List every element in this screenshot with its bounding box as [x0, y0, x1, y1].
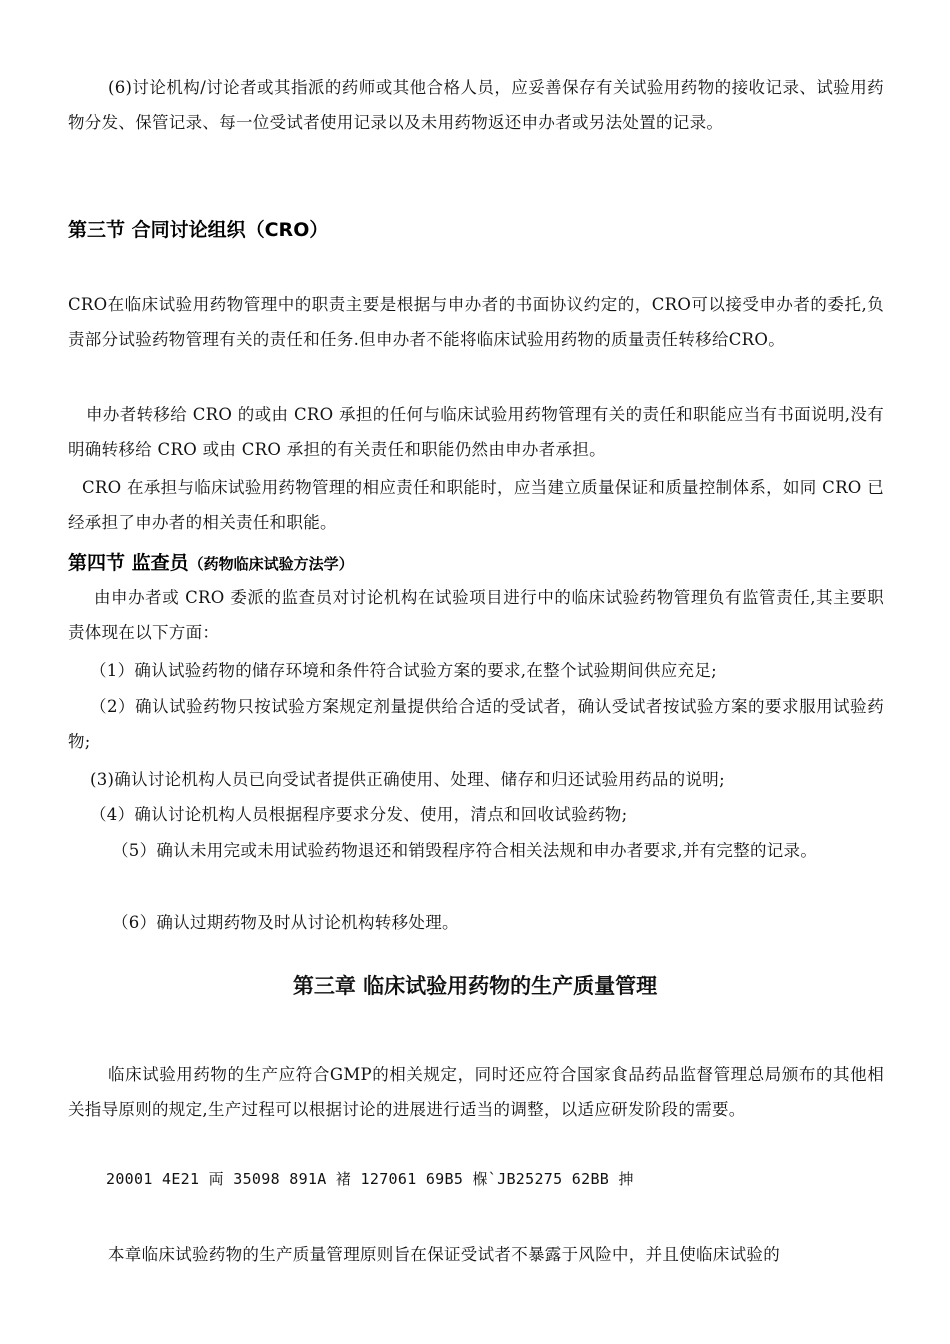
paragraph-s1-item6: (6)讨论机构/讨论者或其指派的药师或其他合格人员，应妥善保存有关试验用药物的接收记录、试验用药物分发、保管记录、每一位受试者使用记录以及未用药物返还申办者或另法处置的记录。: [68, 78, 884, 132]
section-heading-monitor-main: 第四节 监查员: [68, 552, 189, 574]
paragraph-cro-1: CRO在临床试验用药物管理中的职责主要是根据与申办者的书面协议约定的，CRO可以接受申办者的委托,负责部分试验药物管理有关的责任和任务.但申办者不能将临床试验用药物的质量责任转移给CRO。: [68, 295, 884, 349]
section-heading-monitor: [68, 548, 354, 575]
list-item-monitor-5: （5）确认未用完或未用试验药物退还和销毁程序符合相关法规和申办者要求,并有完整的记录。: [112, 841, 818, 860]
list-item-monitor-6: （6）确认过期药物及时从讨论机构转移处理。: [112, 913, 459, 932]
list-item-monitor-4: （4）确认讨论机构人员根据程序要求分发、使用，清点和回收试验药物;: [90, 805, 628, 824]
paragraph-cro-2: 申办者转移给 CRO 的或由 CRO 承担的任何与临床试验用药物管理有关的责任和职能应当有书面说明,没有明确转移给 CRO 或由 CRO 承担的有关责任和职能仍然由申办者承担。: [68, 405, 884, 459]
paragraph-monitor-intro: 由申办者或 CRO 委派的监查员对讨论机构在试验项目进行中的临床试验药物管理负有监管责任,其主要职责体现在以下方面：: [68, 588, 884, 642]
list-item-monitor-3: (3)确认讨论机构人员已向受试者提供正确使用、处理、储存和归还试验用药品的说明;: [90, 770, 725, 789]
section-heading-cro: 第三节 合同讨论组织（CRO）: [68, 219, 329, 241]
section-heading-monitor-sub: （药物临床试验方法学）: [188, 555, 354, 573]
chapter-heading: 第三章 临床试验用药物的生产质量管理: [292, 974, 658, 998]
paragraph-cro-3: CRO 在承担与临床试验用药物管理的相应责任和职能时，应当建立质量保证和质量控制体系，如同 CRO 已经承担了申办者的相关责任和职能。: [68, 478, 884, 532]
paragraph-chapter-2: 本章临床试验药物的生产质量管理原则旨在保证受试者不暴露于风险中，并且使临床试验的: [108, 1245, 780, 1264]
paragraph-chapter-1: 临床试验用药物的生产应符合GMP的相关规定，同时还应符合国家食品药品监督管理总局颁布的其他相关指导原则的规定,生产过程可以根据讨论的进展进行适当的调整，以适应研发阶段的需要。: [68, 1065, 884, 1119]
list-item-monitor-1: （1）确认试验药物的储存环境和条件符合试验方案的要求,在整个试验期间供应充足;: [90, 661, 718, 680]
garbled-text-line: 20001 4E21 両 35098 891A 褚 127061 69B5 椺`JB25275 62BB 抻: [106, 1170, 634, 1188]
list-item-monitor-2: （2）确认试验药物只按试验方案规定剂量提供给合适的受试者，确认受试者按试验方案的要求服用试验药物;: [68, 697, 884, 751]
